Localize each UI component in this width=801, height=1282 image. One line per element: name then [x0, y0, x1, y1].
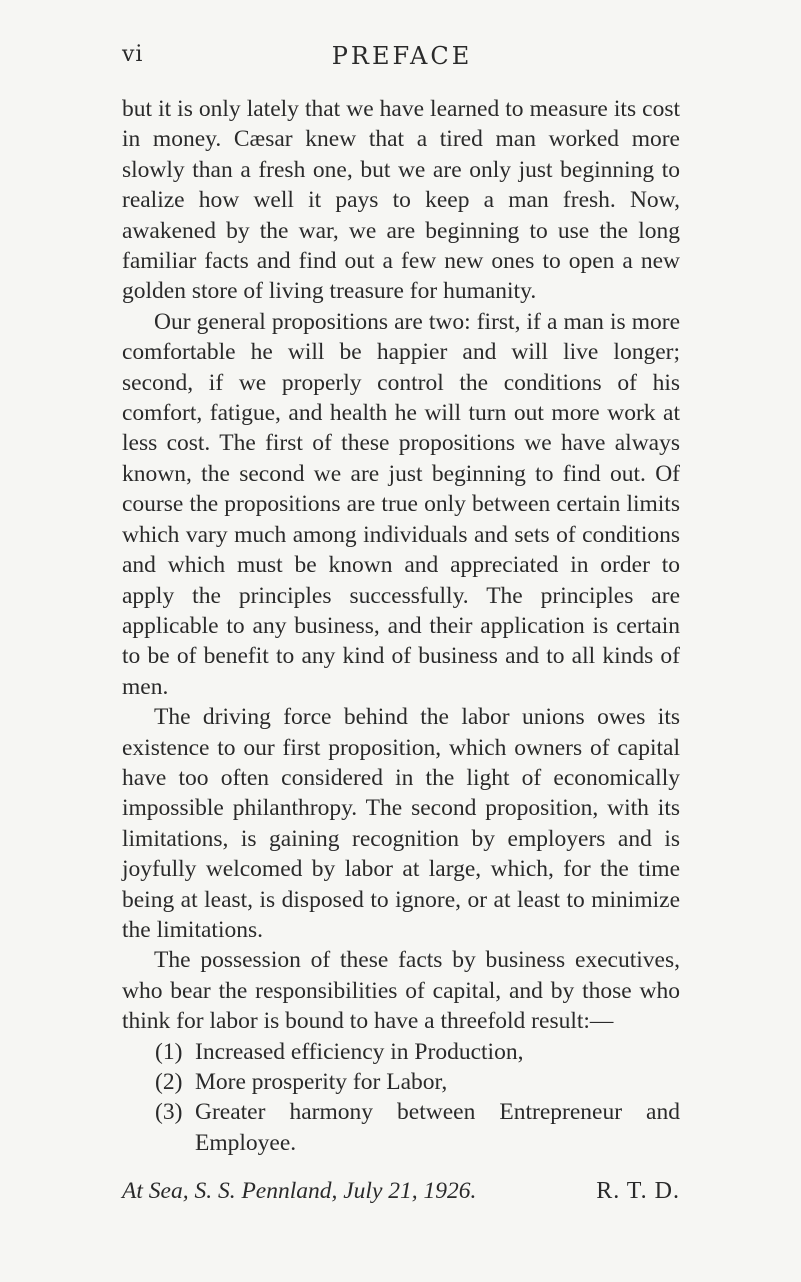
page-header [122, 42, 682, 82]
body-text [122, 94, 680, 1158]
list-item-text: Greater harmony between Entrepreneur and Employee. [195, 1099, 680, 1156]
paragraph-labor-unions: The driving force behind the labor unions owes its existence to our first proposition, which owners of capital have too often considered in the light of economically impossible philanthropy. The second proposition, with its limitations, is gaining recognition by employers and is joyfully welcomed by labor at large, which, for the time being at least, is disposed to ignore, or at least to minimize the limitations. [122, 704, 680, 943]
page-number: vi [122, 42, 144, 67]
running-title: PREFACE [331, 42, 473, 70]
list-item [155, 1067, 680, 1097]
list-item-text: Increased efficiency in Production, [195, 1038, 524, 1065]
paragraph-threefold-result: The possession of these facts by business executives, who bear the responsibilities of capital, and by those who think for labor is bound to have a threefold result:— [122, 947, 680, 1035]
signoff [122, 1178, 680, 1205]
paragraph-propositions: Our general propositions are two: first, if a man is more comfortable he will be happier and will live longer; second, if we properly control the conditions of his comfort, fatigue, and health he will turn out more work at less cost. The first of these propositions we have always known, the second we are just beginning to find out. Of course the propositions are true only between certain limits which vary much among individuals and sets of conditions and which must be known and appreciated in order to apply the principles successfully. The principles are applicable to any business, and their application is certain to be of benefit to any kind of business and to all kinds of men. [122, 308, 680, 700]
list-item [155, 1097, 680, 1158]
list-item-number: (1) [155, 1038, 183, 1065]
list-item [155, 1037, 680, 1067]
list-item-number: (3) [155, 1099, 183, 1126]
results-list [122, 1037, 680, 1159]
paragraph-continued: but it is only lately that we have learned to measure its cost in money. Cæsar knew that a tired man worked more slowly than a fresh one, but we are only just beginning to realize how well it pays to keep a man fresh. Now, awakened by the war, we are beginning to use the long familiar facts and find out a few new ones to open a new golden store of living treasure for humanity. [122, 96, 680, 305]
list-item-text: More prosperity for Labor, [195, 1069, 448, 1095]
place-and-date: At Sea, S. S. Pennland, July 21, 1926. [122, 1178, 477, 1204]
author-initials: R. T. D. [596, 1178, 680, 1204]
list-item-number: (2) [155, 1069, 183, 1095]
